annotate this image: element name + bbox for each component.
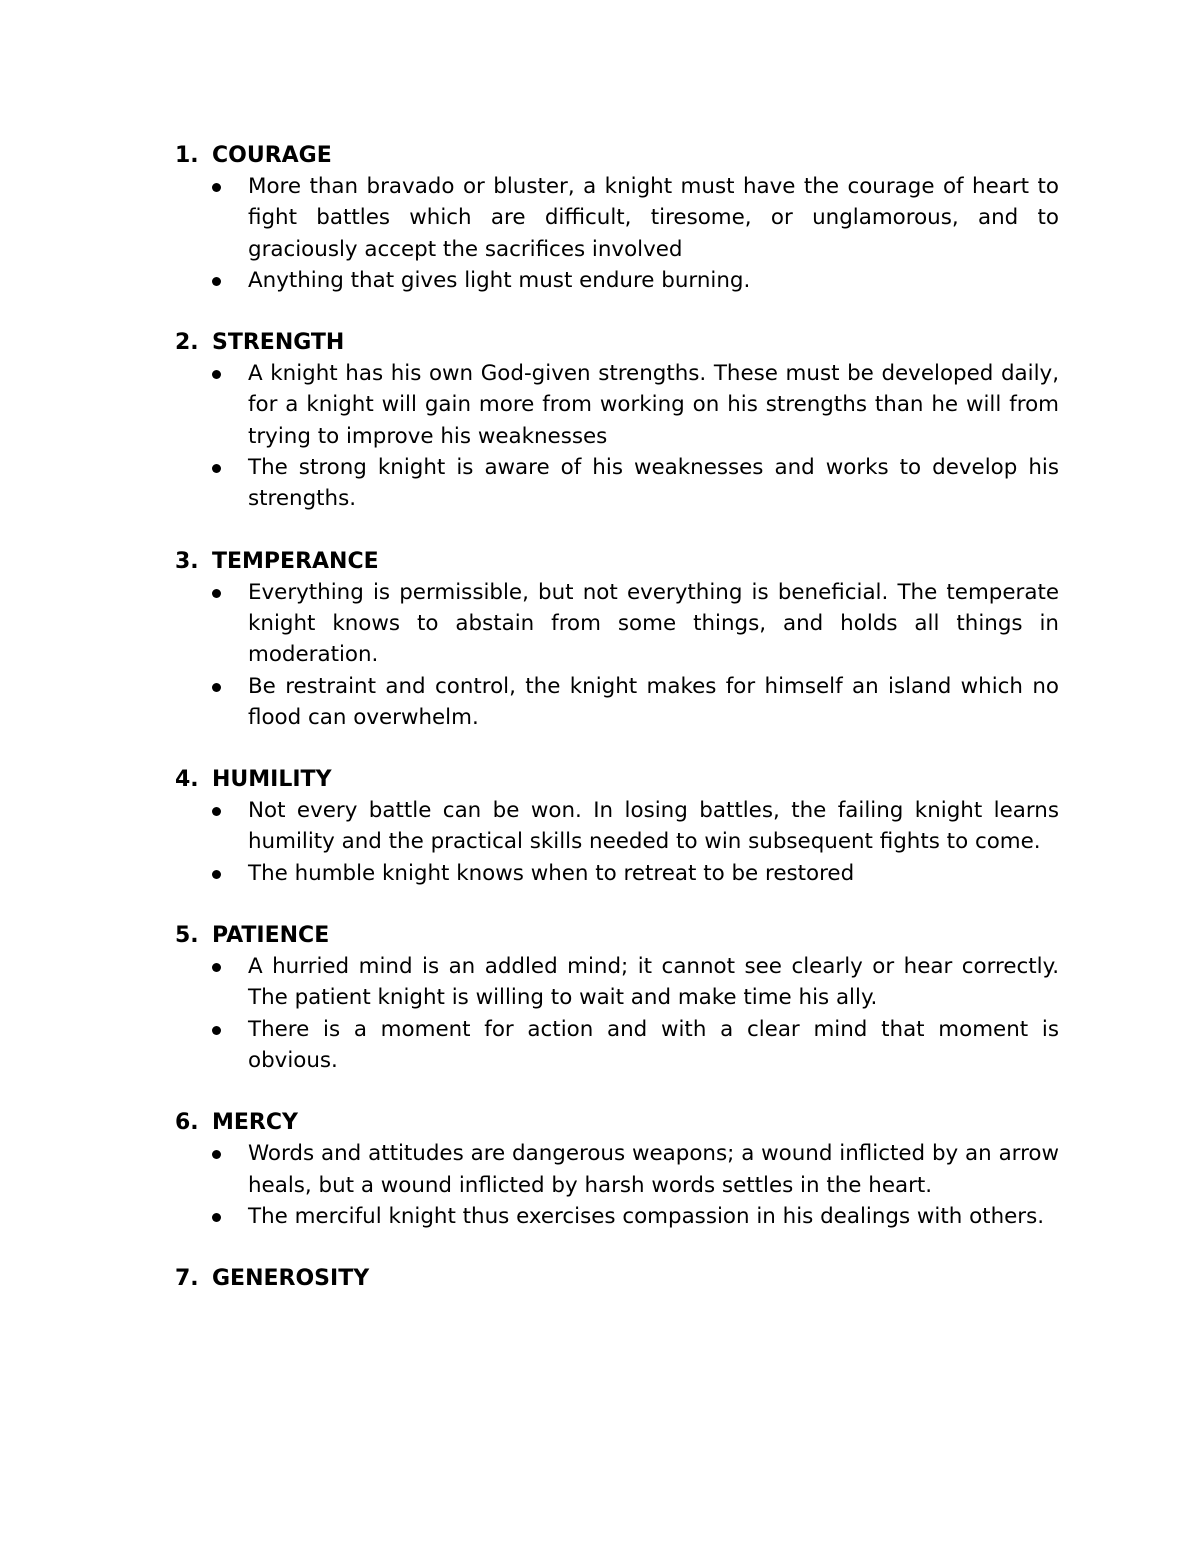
section-number: 6. xyxy=(175,1110,199,1136)
bullet-item xyxy=(175,171,1059,265)
bullet-list xyxy=(175,795,1059,889)
bullet-icon xyxy=(212,589,221,598)
section-number: 1. xyxy=(175,143,199,168)
section-number: 2. xyxy=(175,330,199,356)
bullet-icon xyxy=(212,963,221,972)
bullet-item xyxy=(175,858,1059,889)
bullet-icon xyxy=(212,683,221,692)
section-title: TEMPERANCE xyxy=(212,548,379,574)
section-heading xyxy=(175,546,1059,577)
bullet-icon xyxy=(212,807,221,816)
section-courage xyxy=(175,140,1059,296)
bullet-icon xyxy=(212,870,221,879)
section-title: GENEROSITY xyxy=(212,1266,370,1292)
bullet-icon xyxy=(212,1213,221,1222)
bullet-list xyxy=(175,1138,1059,1232)
section-temperance xyxy=(175,546,1059,733)
section-number: 4. xyxy=(175,767,199,793)
bullet-text: Everything is permissible, but not everything is beneficial. The temperate knight knows to abstain from some things, and holds all things in moderation. xyxy=(248,579,1059,668)
section-heading xyxy=(175,140,1059,171)
bullet-item xyxy=(175,795,1059,858)
section-heading xyxy=(175,764,1059,795)
section-number: 3. xyxy=(175,548,199,574)
bullet-list xyxy=(175,171,1059,296)
section-heading xyxy=(175,1263,1059,1294)
section-humility xyxy=(175,764,1059,889)
bullet-list xyxy=(175,951,1059,1076)
bullet-text: The humble knight knows when to retreat to be restored xyxy=(248,860,855,886)
bullet-icon xyxy=(212,464,221,473)
bullet-item xyxy=(175,671,1059,734)
bullet-text: Not every battle can be won. In losing battles, the failing knight learns humility and the practical skills needed to win subsequent fights to come. xyxy=(248,798,1059,855)
section-patience xyxy=(175,920,1059,1076)
bullet-text: A hurried mind is an addled mind; it cannot see clearly or hear correctly. The patient knight is willing to wait and make time his ally. xyxy=(248,954,1059,1011)
section-number: 7. xyxy=(175,1266,199,1292)
bullet-item xyxy=(175,951,1059,1014)
bullet-icon xyxy=(212,370,221,379)
section-heading xyxy=(175,1107,1059,1138)
bullet-item xyxy=(175,358,1059,452)
bullet-icon xyxy=(212,1026,221,1035)
section-title: COURAGE xyxy=(212,143,332,168)
bullet-item xyxy=(175,577,1059,671)
bullet-icon xyxy=(212,1150,221,1159)
bullet-item xyxy=(175,1201,1059,1232)
bullet-text: More than bravado or bluster, a knight must have the courage of heart to fight battles which are difficult, tiresome, or unglamorous, and to graciously accept the sacrifices involved xyxy=(248,174,1059,262)
section-strength xyxy=(175,327,1059,514)
section-generosity xyxy=(175,1263,1059,1294)
section-heading xyxy=(175,920,1059,951)
bullet-text: The merciful knight thus exercises compassion in his dealings with others. xyxy=(248,1203,1045,1229)
bullet-item xyxy=(175,1014,1059,1077)
section-title: STRENGTH xyxy=(212,330,345,356)
bullet-text: A knight has his own God-given strengths. These must be developed daily, for a knight will gain more from working on his strengths than he will from trying to improve his weaknesses xyxy=(248,361,1059,449)
section-title: HUMILITY xyxy=(212,767,332,793)
section-number: 5. xyxy=(175,923,199,949)
bullet-list xyxy=(175,358,1059,514)
bullet-item xyxy=(175,452,1059,515)
section-title: MERCY xyxy=(212,1110,298,1136)
bullet-text: Anything that gives light must endure burning. xyxy=(248,267,751,293)
bullet-list xyxy=(175,577,1059,733)
bullet-text: Be restraint and control, the knight makes for himself an island which no flood can overwhelm. xyxy=(248,673,1059,730)
bullet-text: The strong knight is aware of his weaknesses and works to develop his strengths. xyxy=(248,455,1059,512)
bullet-text: Words and attitudes are dangerous weapons; a wound inflicted by an arrow heals, but a wound inflicted by harsh words settles in the heart. xyxy=(248,1141,1059,1198)
section-mercy xyxy=(175,1107,1059,1232)
section-title: PATIENCE xyxy=(212,923,330,949)
bullet-icon xyxy=(212,277,221,286)
bullet-item xyxy=(175,265,1059,296)
bullet-icon xyxy=(212,183,221,192)
section-heading xyxy=(175,327,1059,358)
bullet-item xyxy=(175,1138,1059,1201)
document-content xyxy=(175,140,1059,1325)
bullet-text: There is a moment for action and with a clear mind that moment is obvious. xyxy=(248,1016,1059,1073)
